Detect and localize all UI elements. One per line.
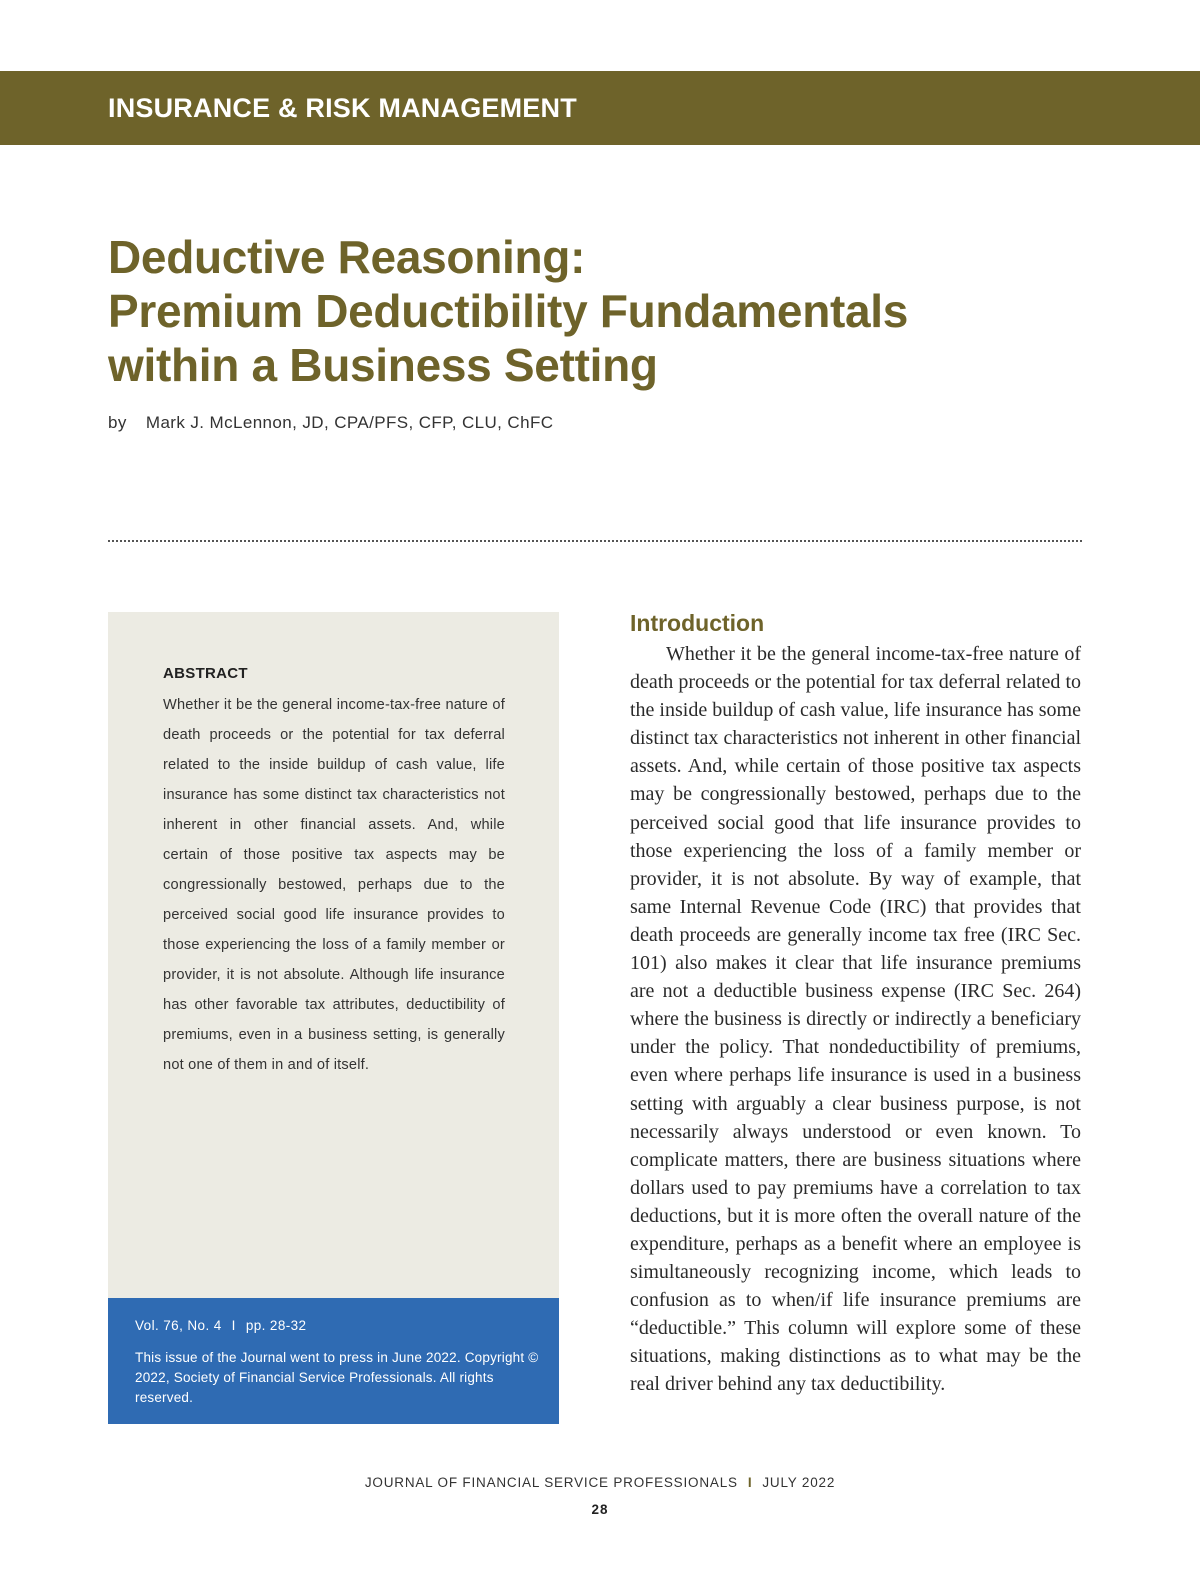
page-number: 28 (591, 1502, 609, 1517)
abstract-panel (108, 612, 559, 1298)
title-line-2: Premium Deductibility Fundamentals (108, 285, 909, 337)
publication-info-panel (108, 1298, 559, 1424)
section-banner (0, 71, 1200, 145)
volume-number: Vol. 76, No. 4 (135, 1318, 222, 1333)
page-range: pp. 28-32 (245, 1318, 307, 1333)
issue-date: JULY 2022 (762, 1475, 836, 1490)
abstract-text: Whether it be the general income-tax-free nature of death proceeds or the potential for tax deferral related to the inside buildup of cash value, life insurance has some distinct tax characteristics not inherent in other financial assets. And, while certain of those positive tax aspects may be congressionally bestowed, perhaps due to the perceived social good life insurance provides to those experiencing the loss of a family member or provider, it is not absolute. Although life insurance has other favorable tax attributes, deductibility of premiums, even in a business setting, is generally not one of them in and of itself. (163, 697, 505, 1073)
page-footer (0, 1475, 1200, 1490)
volume-pages (135, 1318, 306, 1333)
section-label: INSURANCE & RISK MANAGEMENT (108, 93, 577, 123)
copyright-note: This issue of the Journal went to press in June 2022. Copyright © 2022, Society of Financial Service Professionals. All rights reserved. (135, 1350, 539, 1405)
info-separator: I (231, 1318, 236, 1333)
dotted-divider (108, 540, 1082, 542)
title-line-3: within a Business Setting (108, 339, 658, 391)
footer-separator: I (747, 1475, 753, 1490)
introduction-heading: Introduction (630, 610, 765, 636)
introduction-body: Whether it be the general income-tax-free nature of death proceeds or the potential for tax deferral related to the inside buildup of cash value, life insurance has some distinct tax characteristics not inherent in other financial assets. And, while certain of those positive tax aspects may be congressionally bestowed, perhaps due to the perceived social good that life insurance provides to those experiencing the loss of a family member or provider, it is not absolute. By way of example, that same Internal Revenue Code (IRC) that provides that death proceeds are generally income tax free (IRC Sec. 101) also makes it clear that life insurance premiums are not a deductible business expense (IRC Sec. 264) where the business is directly or indirectly a beneficiary under the policy. That nondeductibility of premiums, even where perhaps life insurance is used in a business setting with arguably a clear business purpose, is not necessarily always understood or even known. To complicate matters, there are business situations where dollars used to pay premiums have a correlation to tax deductions, but it is more often the overall nature of the expenditure, perhaps as a benefit where an employee is simultaneously recognizing income, which leads to confusion as to when/if life insurance premiums are “deductible.” This column will explore some of these situations, making distinctions as to what may be the real driver behind any tax deductibility. (630, 643, 1081, 1396)
abstract-heading: ABSTRACT (163, 665, 248, 682)
author-name: Mark J. McLennon, JD, CPA/PFS, CFP, CLU, ChFC (145, 413, 554, 432)
title-line-1: Deductive Reasoning: (108, 231, 586, 283)
byline-prefix: by (108, 413, 127, 432)
article-title (108, 230, 1108, 392)
byline (108, 413, 553, 433)
journal-name: JOURNAL OF FINANCIAL SERVICE PROFESSIONALS (364, 1475, 738, 1490)
